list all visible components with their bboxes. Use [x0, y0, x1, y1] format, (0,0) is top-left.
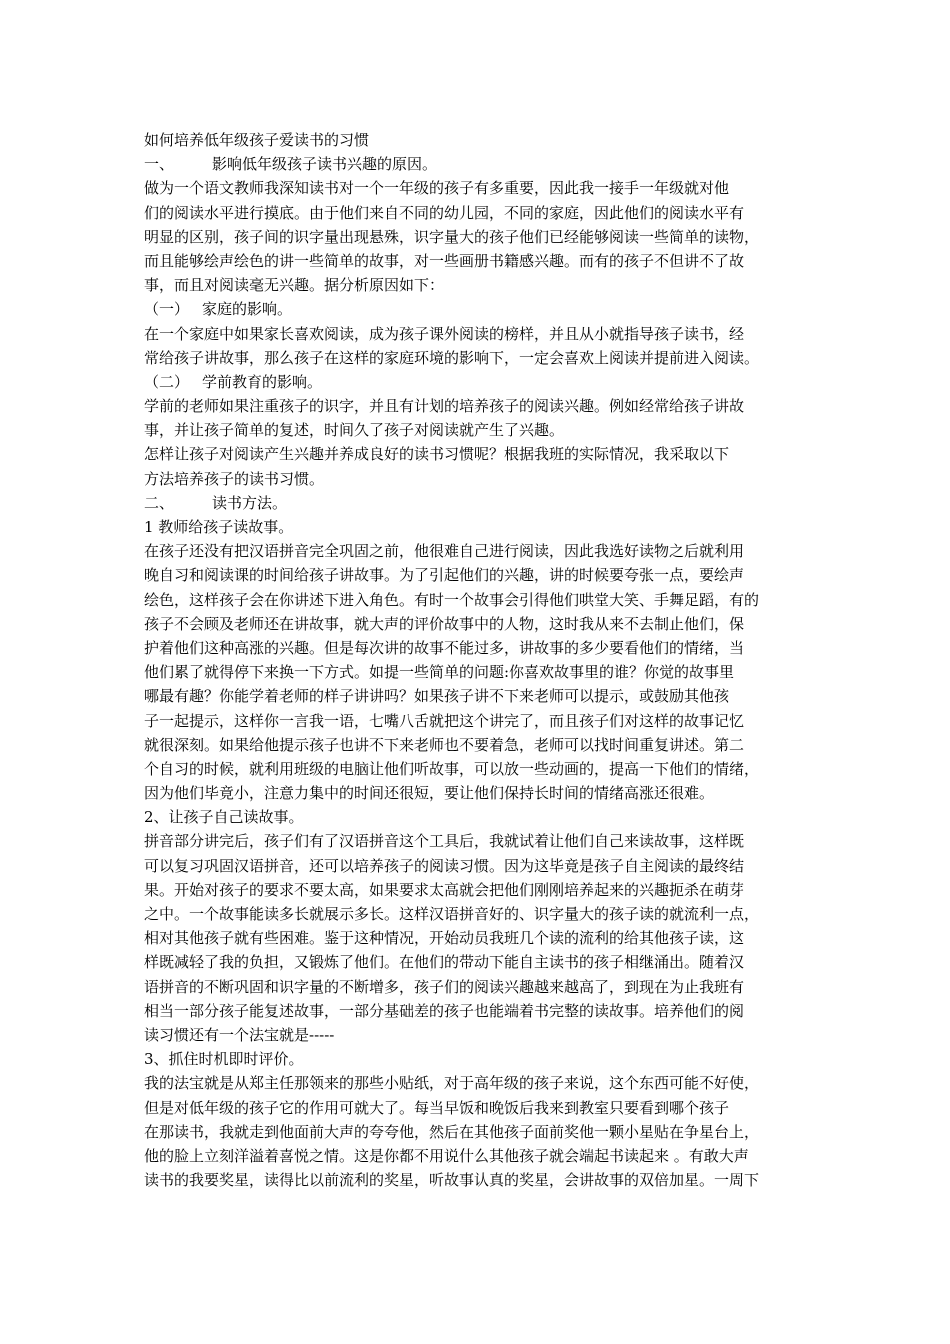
paragraph-line: 明显的区别，孩子间的识字量出现悬殊，识字量大的孩子他们已经能够阅读一些简单的读物，: [144, 227, 760, 246]
document-page: [144, 128, 816, 1192]
paragraph-line: 晚自习和阅读课的时间给孩子讲故事。为了引起他们的兴趣，讲的时候要夸张一点，要绘声: [144, 566, 745, 585]
section-1-intro: [144, 176, 816, 297]
paragraph-line: 学前的老师如果注重孩子的识字，并且有计划的培养孩子的阅读兴趣。例如经常给孩子讲故: [144, 397, 745, 416]
subsection-2-heading: [144, 370, 816, 394]
paragraph-line: 而且能够绘声绘色的讲一些简单的故事，对一些画册书籍感兴趣。而有的孩子不但讲不了故: [144, 251, 745, 270]
method-2-body: [144, 829, 816, 1047]
paragraph-line: 我的法宝就是从郑主任那领来的那些小贴纸，对于高年级的孩子来说，这个东西可能不好使，: [144, 1074, 760, 1093]
subsection-1-body: [144, 322, 816, 370]
method-1-heading: 1 教师给孩子读故事。: [144, 518, 294, 536]
method-2-heading: 2、让孩子自己读故事。: [144, 808, 304, 827]
section-2-heading: [144, 491, 816, 515]
method-3-heading: 3、抓住时机即时评价。: [144, 1050, 304, 1069]
subsection-2-body: [144, 394, 816, 491]
subsection-2-number: （二）: [144, 372, 190, 391]
subsection-2-title: 学前教育的影响。: [202, 372, 323, 391]
section-2-title: 读书方法。: [212, 493, 288, 512]
paragraph-line: 样既减轻了我的负担，又锻炼了他们。在他们的带动下能自主读书的孩子相继涌出。随着汉: [144, 953, 745, 972]
paragraph-line: 之中。一个故事能读多长就展示多长。这样汉语拼音好的、识字量大的孩子读的就流利一点，: [144, 905, 760, 923]
paragraph-line: 常给孩子讲故事，那么孩子在这样的家庭环境的影响下，一定会喜欢上阅读并提前进入阅读。: [144, 348, 760, 367]
paragraph-line: 他的脸上立刻洋溢着喜悦之情。这是你都不用说什么其他孩子就会端起书读起来 。有敢大声: [144, 1146, 749, 1165]
paragraph-line: 果。开始对孩子的要求不要太高，如果要求太高就会把他们刚刚培养起来的兴趣扼杀在萌芽: [144, 880, 745, 899]
section-2-number: 二、: [144, 493, 175, 512]
paragraph-line: 怎样让孩子对阅读产生兴趣并养成良好的读书习惯呢？根据我班的实际情况，我采取以下: [144, 445, 730, 464]
paragraph-line: 在孩子还没有把汉语拼音完全巩固之前，他很难自己进行阅读，因此我选好读物之后就利用: [144, 542, 745, 561]
document-title: 如何培养低年级孩子爱读书的习惯: [144, 131, 370, 149]
paragraph-line: 哪最有趣？你能学着老师的样子讲讲吗？如果孩子讲不下来老师可以提示，或鼓励其他孩: [144, 687, 730, 706]
paragraph-line: 做为一个语文教师我深知读书对一个一年级的孩子有多重要，因此我一接手一年级就对他: [144, 179, 730, 198]
section-1-number: 一、: [144, 155, 175, 174]
paragraph-line: 语拼音的不断巩固和识字量的不断增多，孩子们的阅读兴趣越来越高了，到现在为止我班有: [144, 977, 745, 996]
section-1-heading: [144, 152, 816, 176]
paragraph-line: 读书的我要奖星，读得比以前流利的奖星，听故事认真的奖星，会讲故事的双倍加星。一周下: [144, 1171, 760, 1190]
paragraph-line: 个自习的时候，就利用班级的电脑让他们听故事，可以放一些动画的，提高一下他们的情绪，: [144, 759, 760, 778]
paragraph-line: 相对其他孩子就有些困难。鉴于这种情况，开始动员我班几个读的流利的给其他孩子读，这: [144, 929, 745, 948]
paragraph-line: 在那读书，我就走到他面前大声的夸夸他，然后在其他孩子面前奖他一颗小星贴在争星台上，: [144, 1122, 760, 1141]
paragraph-line: 们的阅读水平进行摸底。由于他们来自不同的幼儿园，不同的家庭，因此他们的阅读水平有: [144, 203, 745, 222]
subsection-1-title: 家庭的影响。: [202, 300, 293, 319]
subsection-1-heading: [144, 297, 816, 321]
paragraph-line: 他们累了就得停下来换一下方式。如提一些简单的问题:你喜欢故事里的谁？你觉的故事里: [144, 663, 735, 682]
subsection-1-number: （一）: [144, 300, 190, 319]
paragraph-line: 事，而且对阅读毫无兴趣。据分析原因如下：: [144, 276, 445, 295]
paragraph-line: 就很深刻。如果给他提示孩子也讲不下来老师也不要着急，老师可以找时间重复讲述。第二: [144, 735, 745, 754]
method-3-body: [144, 1071, 816, 1192]
method-1-body: [144, 539, 816, 805]
paragraph-line: 方法培养孩子的读书习惯。: [144, 469, 325, 488]
paragraph-line: 拼音部分讲完后，孩子们有了汉语拼音这个工具后，我就试着让他们自己来读故事，这样既: [144, 832, 745, 851]
paragraph-line: 孩子不会顾及老师还在讲故事，就大声的评价故事中的人物，这时我从来不去制止他们，保: [144, 614, 745, 633]
paragraph-line: 可以复习巩固汉语拼音，还可以培养孩子的阅读习惯。因为这毕竟是孩子自主阅读的最终结: [144, 856, 745, 875]
paragraph-line: 但是对低年级的孩子它的作用可就大了。每当早饭和晚饭后我来到教室只要看到哪个孩子: [144, 1098, 730, 1117]
paragraph-line: 事，并让孩子简单的复述，时间久了孩子对阅读就产生了兴趣。: [144, 421, 565, 440]
paragraph-line: 相当一部分孩子能复述故事，一部分基础差的孩子也能端着书完整的读故事。培养他们的阅: [144, 1001, 745, 1020]
paragraph-line: 在一个家庭中如果家长喜欢阅读，成为孩子课外阅读的榜样，并且从小就指导孩子读书，经: [144, 324, 745, 343]
paragraph-line: 因为他们毕竟小，注意力集中的时间还很短，要让他们保持长时间的情绪高涨还很难。: [144, 784, 715, 803]
section-1-title: 影响低年级孩子读书兴趣的原因。: [212, 155, 438, 174]
paragraph-line: 护着他们这种高涨的兴趣。但是每次讲的故事不能过多，讲故事的多少要看他们的情绪，当: [144, 638, 745, 657]
paragraph-line: 绘色，这样孩子会在你讲述下进入角色。有时一个故事会引得他们哄堂大笑、手舞足蹈，有的: [144, 590, 760, 609]
paragraph-line: 读习惯还有一个法宝就是-----: [144, 1025, 335, 1044]
paragraph-line: 子一起提示，这样你一言我一语，七嘴八舌就把这个讲完了，而且孩子们对这样的故事记忆: [144, 711, 745, 730]
